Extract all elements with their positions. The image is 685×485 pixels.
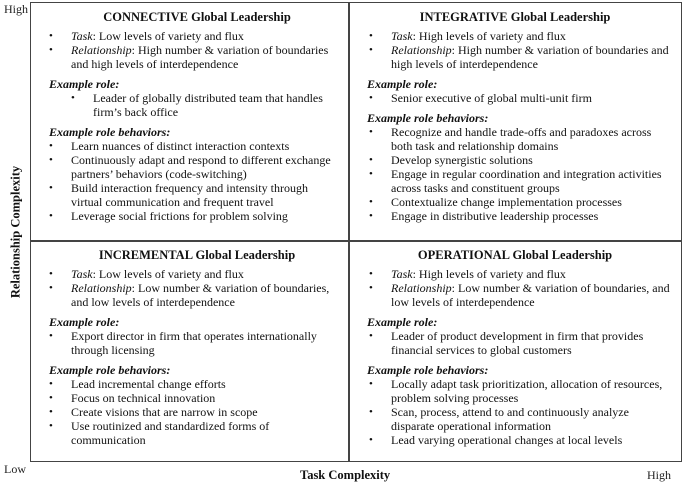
bullet-icon: • xyxy=(49,406,53,418)
behavior-text: Scan, process, attend to and continuously analyze disparate operational information xyxy=(391,405,629,433)
example-behaviors-heading: Example role behaviors: xyxy=(367,363,489,377)
task-label: Task xyxy=(71,29,93,43)
behavior-item xyxy=(49,405,341,419)
behavior-item xyxy=(369,377,673,405)
behavior-item xyxy=(49,153,341,181)
task-text: : High levels of variety and flux xyxy=(412,29,566,43)
behavior-text: Create visions that are narrow in scope xyxy=(71,405,258,419)
relationship-label: Relationship xyxy=(391,281,452,295)
bullet-icon: • xyxy=(369,196,373,208)
behavior-text: Focus on technical innovation xyxy=(71,391,216,405)
dimension-list xyxy=(49,29,343,71)
behavior-item xyxy=(49,181,341,209)
task-label: Task xyxy=(71,267,93,281)
behavior-item xyxy=(369,209,673,223)
behavior-item xyxy=(49,377,341,391)
behavior-item xyxy=(369,195,673,209)
bullet-icon: • xyxy=(49,182,53,194)
behaviors-list xyxy=(369,377,673,447)
example-behaviors-heading: Example role behaviors: xyxy=(49,125,171,139)
relationship-dimension xyxy=(369,281,675,309)
bullet-icon: • xyxy=(49,392,53,404)
relationship-text: : High number & variation of boundaries and high levels of interdependence xyxy=(391,43,669,71)
bullet-icon: • xyxy=(369,168,373,180)
quadrant-integrative xyxy=(349,3,681,241)
quadrant-title: INTEGRATIVE Global Leadership xyxy=(419,10,611,24)
task-text: : Low levels of variety and flux xyxy=(92,267,244,281)
relationship-dimension xyxy=(49,43,343,71)
behavior-item xyxy=(369,167,673,195)
example-behaviors-heading: Example role behaviors: xyxy=(49,363,171,377)
horizontal-divider xyxy=(31,240,681,242)
example-role-text: Senior executive of global multi-unit firm xyxy=(391,91,592,105)
behavior-item xyxy=(369,433,673,447)
bullet-icon: • xyxy=(369,92,373,104)
task-text: : High levels of variety and flux xyxy=(412,267,566,281)
bullet-icon: • xyxy=(369,378,373,390)
example-role-list xyxy=(369,91,673,105)
bullet-icon: • xyxy=(49,154,53,166)
example-role-heading: Example role: xyxy=(367,315,438,329)
bullet-icon: • xyxy=(369,282,373,294)
x-axis-title: Task Complexity xyxy=(300,468,391,482)
behavior-text: Engage in regular coordination and integration activities across tasks and constituent groups xyxy=(391,167,662,195)
bullet-icon: • xyxy=(369,268,373,280)
behaviors-list xyxy=(49,139,341,223)
bullet-icon: • xyxy=(369,406,373,418)
relationship-text: : Low number & variation of boundaries, and low levels of interdependence xyxy=(71,281,330,309)
behavior-text: Lead varying operational changes at local levels xyxy=(391,433,623,447)
behavior-item xyxy=(369,125,673,153)
bullet-icon: • xyxy=(369,44,373,56)
task-dimension xyxy=(369,29,675,43)
quadrant-connective xyxy=(31,3,349,241)
behaviors-list xyxy=(369,125,673,223)
bullet-icon: • xyxy=(71,92,75,104)
quadrant-title: OPERATIONAL Global Leadership xyxy=(417,248,613,262)
origin-low-label: Low xyxy=(4,462,26,476)
bullet-icon: • xyxy=(49,268,53,280)
example-role-heading: Example role: xyxy=(49,77,120,91)
relationship-label: Relationship xyxy=(71,281,132,295)
quadrant-matrix xyxy=(30,2,682,462)
dimension-list xyxy=(369,29,675,71)
example-role-list xyxy=(49,329,341,357)
task-dimension xyxy=(369,267,675,281)
bullet-icon: • xyxy=(369,126,373,138)
task-label: Task xyxy=(391,267,413,281)
quadrant-incremental xyxy=(31,241,349,461)
behavior-text: Recognize and handle trade-offs and paradoxes across both task and relationship domains xyxy=(391,125,652,153)
behavior-text: Locally adapt task prioritization, allocation of resources, problem solving processes xyxy=(391,377,663,405)
example-role-text: Leader of product development in firm that provides financial services to global customers xyxy=(391,329,644,357)
dimension-list xyxy=(49,267,343,309)
example-role-item xyxy=(369,91,673,105)
example-role-list xyxy=(369,329,673,357)
behavior-text: Engage in distributive leadership processes xyxy=(391,209,599,223)
behavior-text: Use routinized and standardized forms of communication xyxy=(71,419,270,447)
bullet-icon: • xyxy=(369,434,373,446)
bullet-icon: • xyxy=(49,330,53,342)
behavior-text: Contextualize change implementation processes xyxy=(391,195,622,209)
behavior-text: Continuously adapt and respond to different exchange partners’ behaviors (code-switching) xyxy=(71,153,331,181)
task-dimension xyxy=(49,29,343,43)
behavior-text: Develop synergistic solutions xyxy=(391,153,533,167)
example-behaviors-heading: Example role behaviors: xyxy=(367,111,489,125)
relationship-dimension xyxy=(369,43,675,71)
relationship-dimension xyxy=(49,281,343,309)
behavior-text: Build interaction frequency and intensity through virtual communication and frequent travel xyxy=(71,181,308,209)
dimension-list xyxy=(369,267,675,309)
example-role-list xyxy=(71,91,339,119)
behavior-item xyxy=(369,153,673,167)
bullet-icon: • xyxy=(49,210,53,222)
vertical-divider xyxy=(348,3,350,461)
behavior-item xyxy=(49,391,341,405)
bullet-icon: • xyxy=(49,30,53,42)
example-role-heading: Example role: xyxy=(367,77,438,91)
bullet-icon: • xyxy=(49,282,53,294)
bullet-icon: • xyxy=(49,140,53,152)
task-dimension xyxy=(49,267,343,281)
task-label: Task xyxy=(391,29,413,43)
x-axis-high-label: High xyxy=(647,468,671,482)
quadrant-title: CONNECTIVE Global Leadership xyxy=(103,10,291,24)
behavior-item xyxy=(369,405,673,433)
example-role-text: Export director in firm that operates internationally through licensing xyxy=(71,329,317,357)
bullet-icon: • xyxy=(369,154,373,166)
relationship-label: Relationship xyxy=(71,43,132,57)
task-text: : Low levels of variety and flux xyxy=(92,29,244,43)
behavior-item xyxy=(49,139,341,153)
example-role-item xyxy=(369,329,673,357)
relationship-label: Relationship xyxy=(391,43,452,57)
bullet-icon: • xyxy=(369,330,373,342)
example-role-item xyxy=(71,91,339,119)
quadrant-title: INCREMENTAL Global Leadership xyxy=(98,248,296,262)
behavior-item xyxy=(49,419,341,447)
relationship-text: : Low number & variation of boundaries, and low levels of interdependence xyxy=(391,281,670,309)
y-axis-high-label: High xyxy=(4,2,28,16)
example-role-heading: Example role: xyxy=(49,315,120,329)
behavior-text: Learn nuances of distinct interaction contexts xyxy=(71,139,290,153)
quadrant-operational xyxy=(349,241,681,461)
behavior-item xyxy=(49,209,341,223)
behaviors-list xyxy=(49,377,341,447)
relationship-text: : High number & variation of boundaries and high levels of interdependence xyxy=(71,43,329,71)
example-role-item xyxy=(49,329,341,357)
behavior-text: Leverage social frictions for problem solving xyxy=(71,209,288,223)
bullet-icon: • xyxy=(49,44,53,56)
y-axis-title: Relationship Complexity xyxy=(8,165,23,299)
bullet-icon: • xyxy=(369,210,373,222)
behavior-text: Lead incremental change efforts xyxy=(71,377,226,391)
bullet-icon: • xyxy=(49,378,53,390)
bullet-icon: • xyxy=(369,30,373,42)
example-role-text: Leader of globally distributed team that handles firm’s back office xyxy=(93,91,323,119)
bullet-icon: • xyxy=(49,420,53,432)
